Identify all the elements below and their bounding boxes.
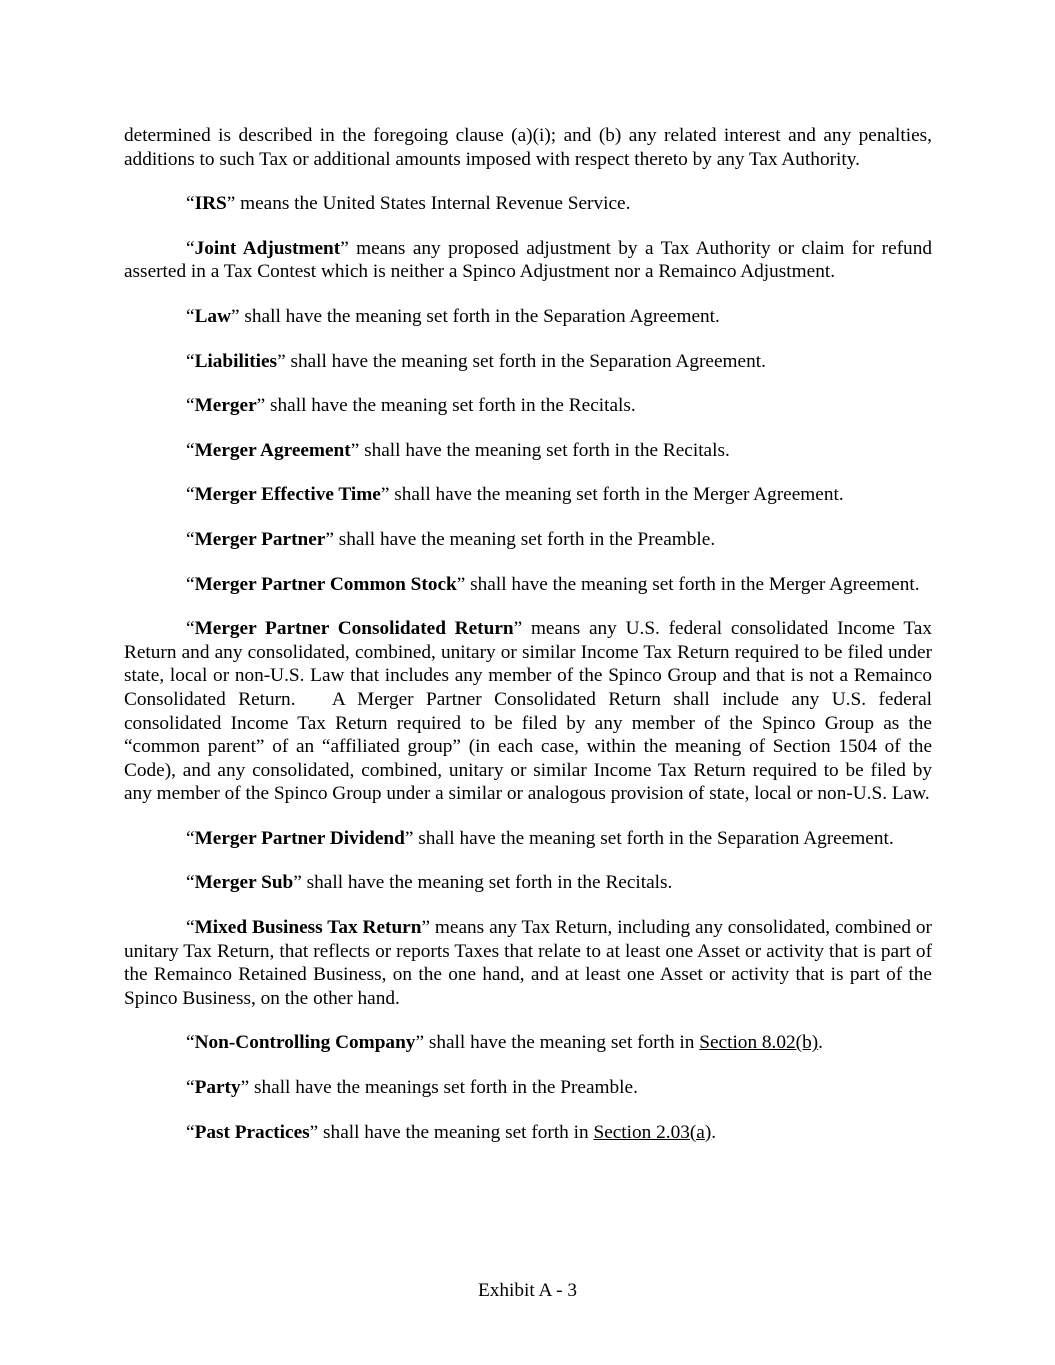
term: Mixed Business Tax Return xyxy=(194,917,422,939)
definition-merger-sub: “Merger Sub” shall have the meaning set forth in the Recitals. xyxy=(186,872,673,894)
term: Joint Adjustment xyxy=(194,237,341,259)
term: Merger Partner Consolidated Return xyxy=(194,618,514,640)
definition-text: shall have the meaning set forth in the Separation Agreement. xyxy=(239,305,720,327)
definition-tail: . xyxy=(818,1032,823,1054)
definition-mixed-business-tax-return: “Mixed Business Tax Return” means any Tax Return, including any consolidated, combined or unitary Tax Return, that reflects or reports Taxes that relate to at least one Asset or activity that is part of the Remainco Retained Business, on the one hand, and at least one Asset or activity that is part of the Spinco Business, on the other hand. xyxy=(124,917,932,1009)
definition-text: shall have the meaning set forth in the Merger Agreement. xyxy=(465,573,920,595)
term: IRS xyxy=(194,193,227,215)
definition-tail: . xyxy=(711,1121,717,1143)
definition-text: means any proposed adjustment by a Tax Authority or claim for refund asserted in a Tax Contest which is neither a Spinco Adjustment nor a Remainco Adjustment. xyxy=(124,237,932,283)
term: Past Practices xyxy=(194,1121,310,1143)
definition-past-practices: “Past Practices” shall have the meaning set forth in Section 2.03(a). xyxy=(186,1121,717,1143)
term: Merger xyxy=(194,395,257,417)
document-body xyxy=(124,124,937,1165)
term: Merger Partner Common Stock xyxy=(194,573,457,595)
definition-text: shall have the meaning set forth in the Recitals. xyxy=(301,872,673,894)
term: Party xyxy=(194,1077,241,1099)
continuation-paragraph: determined is described in the foregoing clause (a)(i); and (b) any related interest and any penalties, additions to such Tax or additional amounts imposed with respect thereto by any Tax Authority. xyxy=(124,125,932,170)
definition-irs: “IRS” means the United States Internal Revenue Service. xyxy=(186,193,631,215)
definition-text: shall have the meaning set forth in xyxy=(424,1032,700,1054)
definition-text: shall have the meanings set forth in the Preamble. xyxy=(249,1077,638,1099)
definition-merger-partner-common-stock: “Merger Partner Common Stock” shall have the meaning set forth in the Merger Agreement. xyxy=(186,573,920,595)
definition-merger: “Merger” shall have the meaning set forth in the Recitals. xyxy=(186,395,636,417)
definition-merger-partner-dividend: “Merger Partner Dividend” shall have the meaning set forth in the Separation Agreement. xyxy=(186,827,894,849)
definition-text: means any Tax Return, including any consolidated, combined or unitary Tax Return, that reflects or reports Taxes that relate to at least one Asset or activity that is part of the Remainco Retained Business, on the one hand, and at least one Asset or activity that is part of the Spinco Business, on the other hand. xyxy=(124,917,932,1009)
term: Merger Sub xyxy=(194,872,294,894)
page-footer: Exhibit A - 3 xyxy=(477,1280,578,1301)
definition-merger-partner-consolidated-return: “Merger Partner Consolidated Return” means any U.S. federal consolidated Income Tax Return and any consolidated, combined, unitary or similar Income Tax Return required to be filed under state, local or non-U.S. Law that includes any member of the Spinco Group and that is not a Remainco Consolidated Return. A Merger Partner Consolidated Return shall include any U.S. federal consolidated Income Tax Return required to be filed by any member of the Spinco Group as the “common parent” of an “affiliated group” (in each case, within the meaning of Section 1504 of the Code), and any consolidated, combined, unitary or similar Income Tax Return required to be filed by any member of the Spinco Group under a similar or analogous provision of state, local or non-U.S. Law. xyxy=(124,618,937,805)
definition-party: “Party” shall have the meanings set forth in the Preamble. xyxy=(186,1077,638,1099)
term: Merger Agreement xyxy=(194,439,351,461)
definition-text: shall have the meaning set forth in the Recitals. xyxy=(359,439,730,461)
definition-text: means the United States Internal Revenue Service. xyxy=(235,193,631,215)
definition-law: “Law” shall have the meaning set forth in the Separation Agreement. xyxy=(186,305,720,327)
term: Merger Partner Dividend xyxy=(194,827,405,849)
definition-text: shall have the meaning set forth in the Recitals. xyxy=(265,395,636,417)
definition-text: means any U.S. federal consolidated Income Tax Return and any consolidated, combined, unitary or similar Income Tax Return required to be filed under state, local or non-U.S. Law that includes any member of the Spinco Group and that is not a Remainco Consolidated Return. A Merger Partner Consolidated Return shall include any U.S. federal consolidated Income Tax Return required to be filed by any member of the Spinco Group as the “common parent” of an “affiliated group” (in each case, within the meaning of Section 1504 of the Code), and any consolidated, combined, unitary or similar Income Tax Return required to be filed by any member of the Spinco Group under a similar or analogous provision of state, local or non-U.S. Law. xyxy=(124,618,937,805)
term: Non-Controlling Company xyxy=(194,1032,416,1054)
definition-merger-agreement: “Merger Agreement” shall have the meaning set forth in the Recitals. xyxy=(186,439,730,461)
definition-joint-adjustment: “Joint Adjustment” means any proposed adjustment by a Tax Authority or claim for refund asserted in a Tax Contest which is neither a Spinco Adjustment nor a Remainco Adjustment. xyxy=(124,237,932,283)
term: Merger Partner xyxy=(194,528,326,550)
term: Law xyxy=(194,305,231,327)
definition-merger-partner: “Merger Partner” shall have the meaning set forth in the Preamble. xyxy=(186,528,716,550)
definition-text: shall have the meaning set forth in the Preamble. xyxy=(333,528,716,550)
definition-text: shall have the meaning set forth in the Separation Agreement. xyxy=(285,350,766,372)
term: Liabilities xyxy=(194,350,278,372)
definition-text: shall have the meaning set forth in xyxy=(318,1121,594,1143)
definition-merger-effective-time: “Merger Effective Time” shall have the meaning set forth in the Merger Agreement. xyxy=(186,484,844,506)
term: Merger Effective Time xyxy=(194,484,381,506)
definition-non-controlling-company: “Non-Controlling Company” shall have the meaning set forth in Section 8.02(b). xyxy=(186,1032,823,1054)
section-reference-link[interactable]: Section 8.02(b) xyxy=(699,1032,819,1054)
definition-text: shall have the meaning set forth in the Separation Agreement. xyxy=(413,827,894,849)
definition-text: shall have the meaning set forth in the Merger Agreement. xyxy=(389,484,844,506)
section-reference-link[interactable]: Section 2.03(a) xyxy=(593,1121,712,1143)
definition-liabilities: “Liabilities” shall have the meaning set forth in the Separation Agreement. xyxy=(186,350,766,372)
